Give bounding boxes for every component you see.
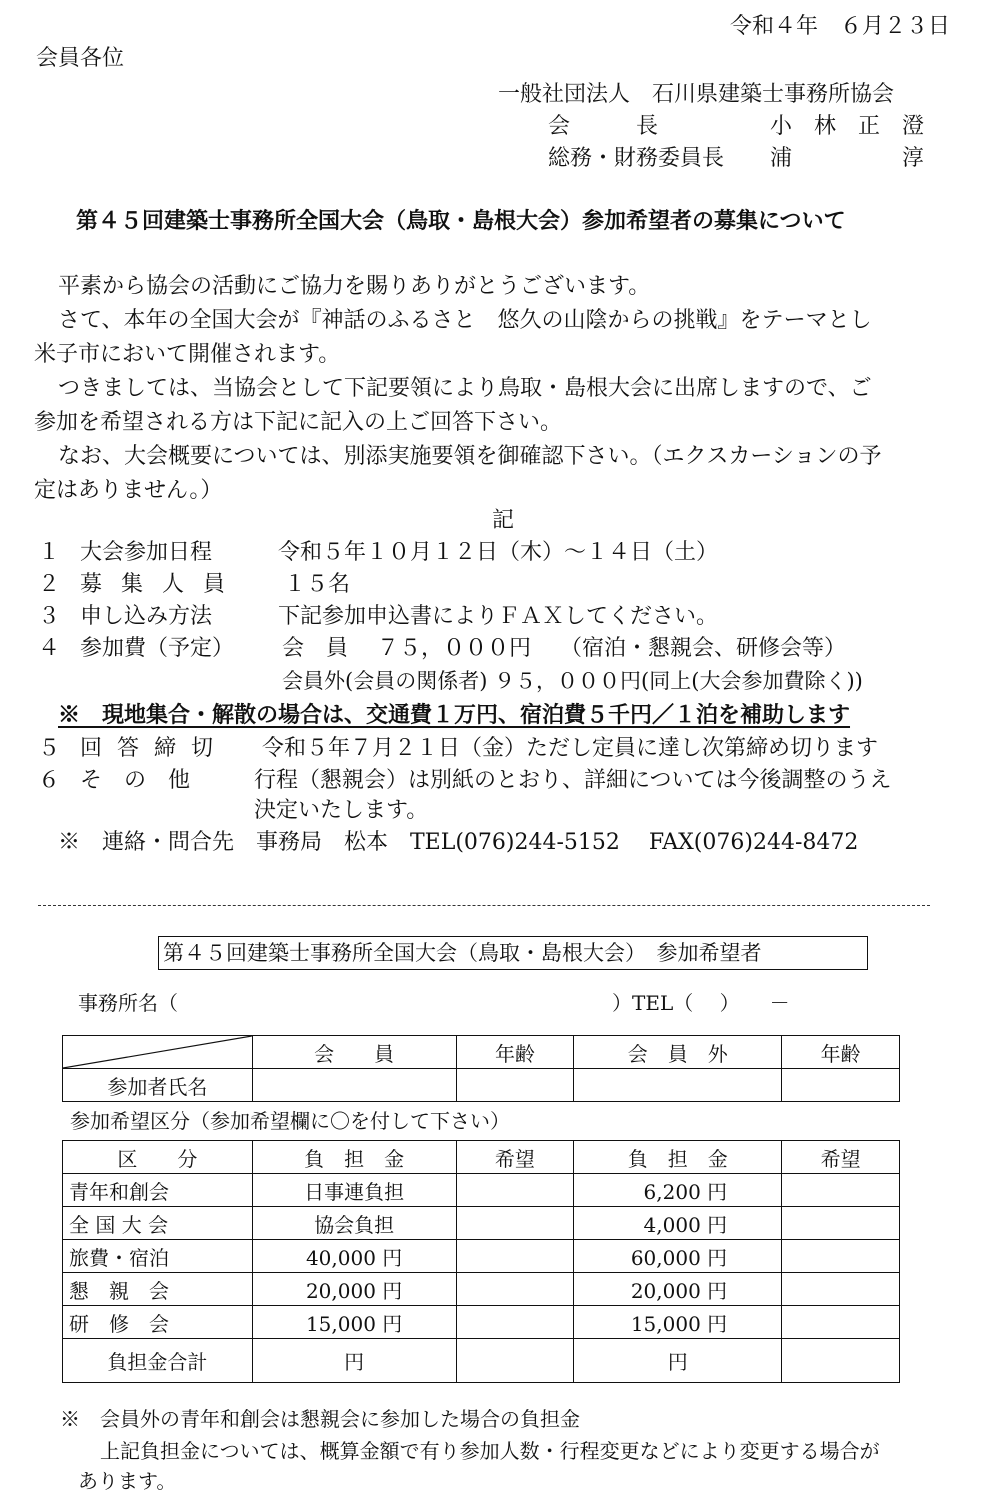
office-name-label: 事務所名（ xyxy=(78,991,178,1015)
total-label: 負担金合計 xyxy=(63,1339,253,1383)
contact-info: ※ 連絡・問合先 事務局 松本 TEL(076)244-5152 FAX(076)244-8472 xyxy=(58,830,859,855)
item-value: 下記参加申込書によりＦＡＸしてください。 xyxy=(278,604,719,629)
fee-nonmember: 20,000 円 xyxy=(574,1273,782,1306)
header-wish-nonmember: 希望 xyxy=(782,1141,900,1174)
item-value: 会 員 ７５，０００円 （宿泊・懇親会、研修会等） xyxy=(282,636,846,661)
member-name-field[interactable] xyxy=(252,1069,456,1102)
header-nonmember: 会 員 外 xyxy=(574,1036,782,1069)
item-num: ５ xyxy=(38,736,61,761)
sender2-name: 浦 淳 xyxy=(770,146,925,171)
diagonal-cell xyxy=(63,1036,253,1069)
body-line: なお、大会概要については、別添実施要領を御確認下さい。（エクスカーションの予 xyxy=(58,444,882,469)
body-line: 平素から協会の活動にご協力を賜りありがとうございます。 xyxy=(58,274,651,299)
table-row xyxy=(63,1273,900,1306)
date: 令和４年 ６月２３日 xyxy=(730,14,951,39)
body-line: 定はありません。） xyxy=(34,478,223,503)
fee-member: 日事連負担 xyxy=(252,1174,456,1207)
table-row-total xyxy=(63,1339,900,1383)
wish-member-field[interactable] xyxy=(456,1207,574,1240)
ki-heading: 記 xyxy=(492,508,515,533)
footnote: あります。 xyxy=(78,1469,177,1493)
wish-member-field[interactable] xyxy=(456,1273,574,1306)
nonmember-age-field[interactable] xyxy=(782,1069,900,1102)
item-label: そ の 他 xyxy=(80,768,191,793)
wish-member-field[interactable] xyxy=(456,1174,574,1207)
total-member: 円 xyxy=(252,1339,456,1383)
header-category: 区 分 xyxy=(63,1141,253,1174)
office-tel-label: ）TEL（ ） － xyxy=(612,991,790,1015)
header-age: 年齢 xyxy=(782,1036,900,1069)
table-row xyxy=(63,1174,900,1207)
total-wish-member xyxy=(456,1339,574,1383)
category-label: 全 国 大 会 xyxy=(63,1207,253,1240)
fee-nonmember: 15,000 円 xyxy=(574,1306,782,1339)
item-label: 大会参加日程 xyxy=(80,540,213,565)
item-num: ３ xyxy=(38,604,61,629)
participant-name-label: 参加者氏名 xyxy=(63,1069,253,1102)
header-member: 会 員 xyxy=(252,1036,456,1069)
fee-member: 20,000 円 xyxy=(252,1273,456,1306)
item-label: 回 答 締 切 xyxy=(80,736,217,761)
fee-member: 協会負担 xyxy=(252,1207,456,1240)
wish-nonmember-field[interactable] xyxy=(782,1273,900,1306)
table-row xyxy=(63,1306,900,1339)
header-fee-nonmember: 負 担 金 xyxy=(574,1141,782,1174)
wish-nonmember-field[interactable] xyxy=(782,1207,900,1240)
fee-member: 40,000 円 xyxy=(252,1240,456,1273)
body-line: 参加を希望される方は下記に記入の上ご回答下さい。 xyxy=(34,410,563,435)
item-value: 令和５年７月２１日（金）ただし定員に達し次第締め切ります xyxy=(262,736,879,761)
wish-member-field[interactable] xyxy=(456,1306,574,1339)
fee-nonmember: 4,000 円 xyxy=(574,1207,782,1240)
item-num: ２ xyxy=(38,572,61,597)
sender2-role: 総務・財務委員長 xyxy=(548,146,725,171)
item-num: ６ xyxy=(38,768,61,793)
header-fee-member: 負 担 金 xyxy=(252,1141,456,1174)
body-line: さて、本年の全国大会が『神話のふるさと 悠久の山陰からの挑戦』をテーマとし xyxy=(58,308,872,333)
item-label: 申し込み方法 xyxy=(80,604,213,629)
item-value: 令和５年１０月１２日（木）～１４日（土） xyxy=(278,540,719,565)
fee-table xyxy=(62,1140,900,1383)
total-wish-nonmember xyxy=(782,1339,900,1383)
fee-nonmember: 60,000 円 xyxy=(574,1240,782,1273)
category-label: 懇 親 会 xyxy=(63,1273,253,1306)
category-label: 旅費・宿泊 xyxy=(63,1240,253,1273)
wish-member-field[interactable] xyxy=(456,1240,574,1273)
item-value: 行程（懇親会）は別紙のとおり、詳細については今後調整のうえ xyxy=(254,768,892,793)
item-label: 参加費（予定） xyxy=(80,636,235,661)
footnote: ※ 会員外の青年和創会は懇親会に参加した場合の負担金 xyxy=(60,1407,580,1431)
participant-table xyxy=(62,1035,900,1102)
organization: 一般社団法人 石川県建築士事務所協会 xyxy=(498,82,895,107)
item-value: １５名 xyxy=(284,572,351,597)
category-label: 青年和創会 xyxy=(63,1174,253,1207)
fee-member: 15,000 円 xyxy=(252,1306,456,1339)
category-label: 研 修 会 xyxy=(63,1306,253,1339)
item-value-2: 決定いたします。 xyxy=(254,798,429,823)
sender1-role: 会 長 xyxy=(548,114,659,139)
member-age-field[interactable] xyxy=(456,1069,574,1102)
header-wish-member: 希望 xyxy=(456,1141,574,1174)
body-line: つきましては、当協会として下記要領により鳥取・島根大会に出席しますので、ご xyxy=(58,376,872,401)
section-note: 参加希望区分（参加希望欄に〇を付して下さい） xyxy=(70,1109,510,1133)
footnote: 上記負担金については、概算金額で有り参加人数・行程変更などにより変更する場合が xyxy=(100,1439,880,1463)
subsidy-notice: ※ 現地集合・解散の場合は、交通費１万円、宿泊費５千円／１泊を補助します xyxy=(58,702,851,728)
item-num: １ xyxy=(38,540,61,565)
table-row xyxy=(63,1240,900,1273)
body-line: 米子市において開催されます。 xyxy=(34,342,341,367)
item-num: ４ xyxy=(38,636,61,661)
form-title: 第４５回建築士事務所全国大会（鳥取・島根大会） 参加希望者 xyxy=(158,936,868,970)
total-nonmember: 円 xyxy=(574,1339,782,1383)
page-title: 第４５回建築士事務所全国大会（鳥取・島根大会）参加希望者の募集について xyxy=(76,208,846,234)
addressee: 会員各位 xyxy=(36,46,125,71)
sender1-name: 小 林 正 澄 xyxy=(770,114,925,139)
wish-nonmember-field[interactable] xyxy=(782,1240,900,1273)
wish-nonmember-field[interactable] xyxy=(782,1174,900,1207)
item-label: 募 集 人 員 xyxy=(80,572,231,597)
header-age: 年齢 xyxy=(456,1036,574,1069)
item-value-2: 会員外(会員の関係者) ９５，０００円(同上(大会参加費除く)) xyxy=(282,669,863,693)
table-row xyxy=(63,1207,900,1240)
nonmember-name-field[interactable] xyxy=(574,1069,782,1102)
wish-nonmember-field[interactable] xyxy=(782,1306,900,1339)
fee-nonmember: 6,200 円 xyxy=(574,1174,782,1207)
cut-line xyxy=(38,905,930,906)
